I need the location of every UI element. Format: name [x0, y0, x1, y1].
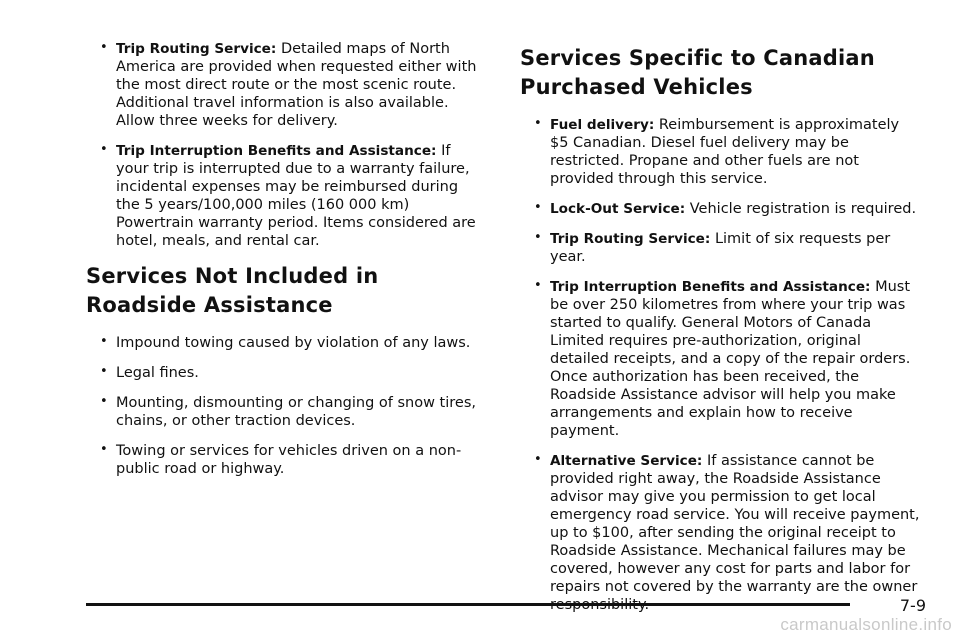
- list-item: [520, 452, 920, 614]
- item-text: Legal fines.: [116, 365, 199, 381]
- list-item: [520, 278, 920, 440]
- item-text: Must be over 250 kilometres from where your trip was started to qualify. General Motors of Canada Limited requires pre-authorization, original detailed receipts, and a copy of the repair orders. Once authorization has been received, the Roadside Assistance advisor will help you make arrangements and explain how to receive payment.: [550, 279, 911, 439]
- list-item: [86, 442, 486, 478]
- bullet-icon: •: [100, 394, 108, 409]
- item-label: Trip Routing Service:: [550, 231, 711, 247]
- list-item: [86, 334, 486, 352]
- item-label: Trip Routing Service:: [116, 41, 277, 57]
- item-text: Impound towing caused by violation of any laws.: [116, 335, 471, 351]
- list-item: [520, 200, 920, 218]
- item-text: Mounting, dismounting or changing of snow tires, chains, or other traction devices.: [116, 395, 476, 429]
- bullet-icon: •: [534, 200, 542, 215]
- item-text: Vehicle registration is required.: [685, 201, 917, 217]
- bullet-icon: •: [534, 278, 542, 293]
- list-item: [520, 230, 920, 266]
- bullet-icon: •: [100, 40, 108, 55]
- item-label: Lock-Out Service:: [550, 201, 686, 217]
- item-label: Trip Interruption Benefits and Assistance:: [116, 143, 437, 159]
- item-text: Reimbursement is approximately $5 Canadian. Diesel fuel delivery may be restricted. Propane and other fuels are not provided through this service.: [550, 117, 900, 187]
- bullet-icon: •: [100, 334, 108, 349]
- bullet-icon: •: [100, 442, 108, 457]
- item-label: Trip Interruption Benefits and Assistance:: [550, 279, 871, 295]
- list-item: [520, 116, 920, 188]
- item-label: Fuel delivery:: [550, 117, 655, 133]
- right-column: [520, 40, 920, 626]
- watermark: carmanualsonline.info: [780, 615, 952, 634]
- list-item: [86, 394, 486, 430]
- section-title-not-included: Services Not Included in Roadside Assistance: [86, 264, 379, 317]
- item-text: Limit of six requests per year.: [550, 231, 891, 265]
- intro-list: [86, 40, 486, 250]
- item-text: If your trip is interrupted due to a warranty failure, incidental expenses may be reimbursed during the 5 years/100,000 miles (160 000 km) Powertrain warranty period. Items considered are hotel, meals, and rental car.: [116, 143, 476, 249]
- bullet-icon: •: [100, 364, 108, 379]
- section-title-canadian: Services Specific to Canadian Purchased Vehicles: [520, 46, 875, 99]
- item-text: Detailed maps of North America are provided when requested either with the most direct route or the most scenic route. Additional travel information is also available. Allow three weeks for delivery.: [116, 41, 477, 129]
- bullet-icon: •: [534, 230, 542, 245]
- footer-rule: [86, 603, 850, 606]
- bullet-icon: •: [534, 452, 542, 467]
- item-text: Towing or services for vehicles driven on a non-public road or highway.: [116, 443, 462, 477]
- list-item: [86, 364, 486, 382]
- item-text: If assistance cannot be provided right away, the Roadside Assistance advisor may give you permission to get local emergency road service. You will receive payment, up to $100, after sending the original receipt to Roadside Assistance. Mechanical failures may be covered, however any cost for parts and labor for repairs not covered by the warranty are the owner: [550, 453, 920, 595]
- list-item: [86, 142, 486, 250]
- canadian-list: [520, 116, 920, 614]
- item-label: Alternative Service:: [550, 453, 703, 469]
- left-column: [86, 40, 486, 490]
- page-number: 7-9: [899, 596, 926, 615]
- bullet-icon: •: [100, 142, 108, 157]
- bullet-icon: •: [534, 116, 542, 131]
- list-item: [86, 40, 486, 130]
- excluded-list: [86, 334, 486, 478]
